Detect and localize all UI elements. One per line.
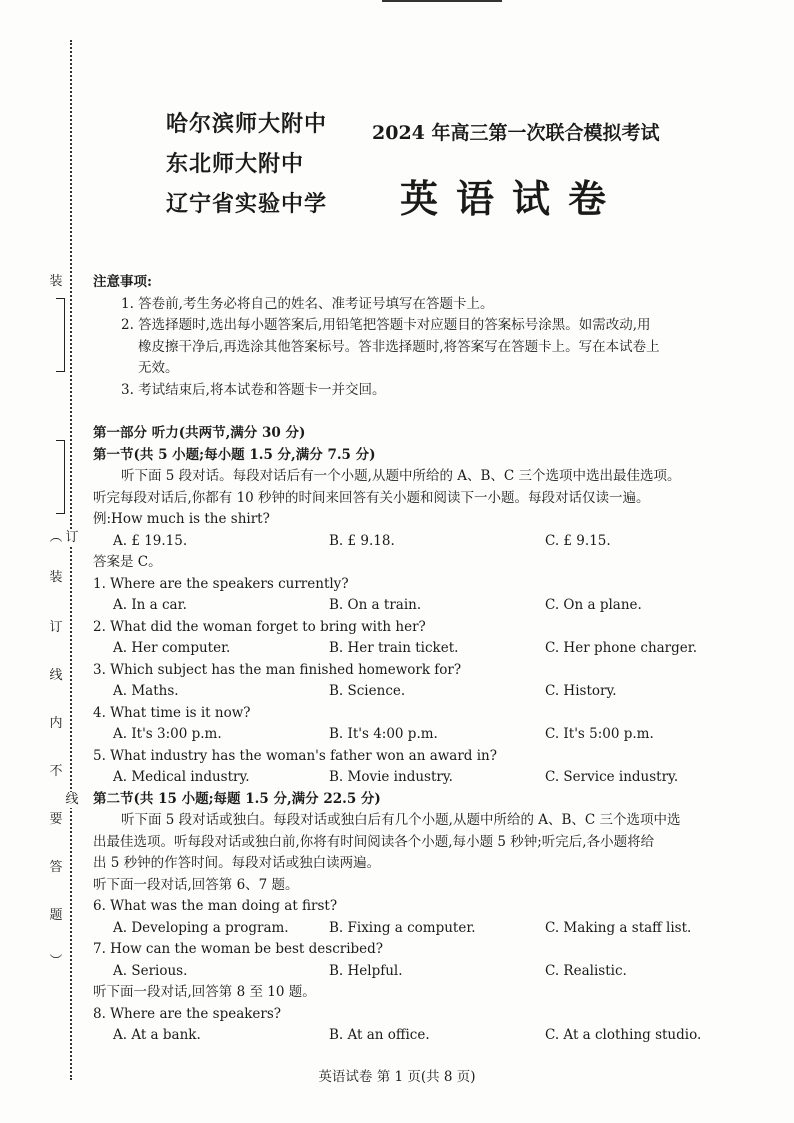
binding-bracket [56, 298, 65, 372]
exam-title: 2024 年高三第一次联合模拟考试 [372, 122, 660, 144]
section-title: 第二节(共 15 小题;每题 1.5 分,满分 22.5 分) [93, 790, 381, 807]
top-rule [382, 0, 502, 2]
part-title: 第一部分 听力(共两节,满分 30 分) [93, 425, 306, 441]
option: C. Her phone charger. [545, 640, 698, 656]
binding-char: 线 [65, 792, 79, 807]
school-name: 哈尔滨师大附中 [166, 111, 328, 137]
note-item: 1. 答卷前,考生务必将自己的姓名、准考证号填写在答题卡上。 [121, 295, 494, 312]
binding-char: 订 [65, 530, 79, 545]
option: A. At a bank. [113, 1027, 201, 1043]
option: C. Service industry. [545, 769, 679, 785]
note-item-continued: 无效。 [138, 360, 179, 376]
option: C. Making a staff list. [545, 919, 692, 936]
option-row [93, 724, 763, 746]
binding-paren-open: ︵ [49, 530, 63, 545]
option: B. Helpful. [329, 962, 403, 979]
option: A. It's 3:00 p.m. [113, 726, 222, 742]
exam-content [93, 272, 763, 1047]
option-row [93, 638, 763, 660]
option: B. At an office. [329, 1027, 430, 1043]
option: B. It's 4:00 p.m. [329, 726, 438, 742]
note-item: 2. 答选择题时,选出每小题答案后,用铅笔把答题卡对应题目的答案标号涂黑。如需改动,用 [121, 317, 651, 333]
dialogue-lead: 听下面一段对话,回答第 8 至 10 题。 [93, 984, 316, 1000]
option-row [93, 767, 763, 789]
question: 5. What industry has the woman's father won an award in? [93, 747, 497, 764]
dialogue-lead: 听下面一段对话,回答第 6、7 题。 [93, 876, 299, 893]
question: 2. What did the woman forget to bring with her? [93, 618, 426, 635]
note-item: 3. 考试结束后,将本试卷和答题卡一并交回。 [121, 381, 386, 398]
question: 7. How can the woman be best described? [93, 941, 384, 957]
page-footer: 英语试卷 第 1 页(共 8 页) [318, 1069, 476, 1085]
option: A. Serious. [113, 962, 188, 979]
section-title: 第一节(共 5 小题;每小题 1.5 分,满分 7.5 分) [93, 446, 376, 463]
question: 3. Which subject has the man finished homework for? [93, 661, 462, 678]
binding-char: 装 [49, 274, 63, 289]
option: C. Realistic. [545, 962, 627, 979]
option-row [93, 681, 763, 703]
option: C. £ 9.15. [545, 532, 611, 549]
binding-char: 订 [49, 620, 63, 635]
binding-paren-close: ︶ [49, 954, 63, 969]
binding-char: 题 [49, 908, 63, 923]
option-row [93, 595, 763, 617]
note-item-continued: 橡皮擦干净后,再选涂其他答案标号。答非选择题时,将答案写在答题卡上。写在本试卷上 [138, 338, 660, 355]
instruction-line: 听下面 5 段对话。每段对话后有一个小题,从题中所给的 A、B、C 三个选项中选出最佳选项。 [121, 468, 681, 484]
binding-bracket [56, 440, 65, 514]
question: 4. What time is it now? [93, 704, 251, 721]
option: B. Science. [329, 683, 406, 699]
school-list [166, 104, 327, 224]
option: C. History. [545, 683, 617, 699]
option: C. It's 5:00 p.m. [545, 726, 654, 742]
option: A. Medical industry. [113, 769, 250, 785]
instruction-line: 出 5 秒钟的作答时间。每段对话或独白读两遍。 [93, 855, 381, 871]
binding-char: 不 [49, 764, 63, 779]
question: 1. Where are the speakers currently? [93, 575, 349, 592]
option: B. £ 9.18. [329, 532, 395, 549]
school-name: 辽宁省实验中学 [166, 191, 328, 217]
option: A. In a car. [113, 597, 187, 613]
example-question: 例:How much is the shirt? [93, 511, 270, 527]
option: C. At a clothing studio. [545, 1027, 702, 1043]
binding-dotted-line [70, 40, 72, 1080]
school-name: 东北师大附中 [166, 151, 305, 177]
instruction-line: 听完每段对话后,你都有 10 秒钟的时间来回答有关小题和阅读下一小题。每段对话仅读一遍。 [93, 489, 650, 506]
subject-title: 英语试卷 [400, 176, 625, 221]
option: C. On a plane. [545, 597, 642, 613]
option: B. Her train ticket. [329, 640, 459, 656]
binding-char: 线 [49, 668, 63, 683]
option: A. Developing a program. [113, 919, 289, 936]
option: A. £ 19.15. [113, 532, 188, 549]
instruction-line: 听下面 5 段对话或独白。每段对话或独白后有几个小题,从题中所给的 A、B、C 三个选项中选 [121, 812, 681, 828]
binding-char: 装 [49, 570, 63, 585]
option: B. Fixing a computer. [329, 919, 476, 936]
option-row [93, 531, 763, 553]
option: B. Movie industry. [329, 769, 453, 785]
instruction-line: 出最佳选项。听每段对话或独白前,你将有时间阅读各个小题,每小题 5 秒钟;听完后,各小题将给 [93, 833, 655, 850]
binding-char: 要 [49, 812, 63, 827]
option: A. Maths. [113, 683, 179, 699]
option-row [93, 1025, 763, 1047]
binding-char: 答 [49, 860, 63, 875]
question: 8. Where are the speakers? [93, 1005, 282, 1022]
notes-heading: 注意事项: [93, 274, 152, 290]
example-answer: 答案是 C。 [93, 554, 162, 570]
binding-char: 内 [49, 716, 63, 731]
option-row [93, 961, 763, 983]
question: 6. What was the man doing at first? [93, 898, 338, 914]
option: A. Her computer. [113, 640, 231, 656]
option-row [93, 918, 763, 940]
option: B. On a train. [329, 597, 422, 613]
